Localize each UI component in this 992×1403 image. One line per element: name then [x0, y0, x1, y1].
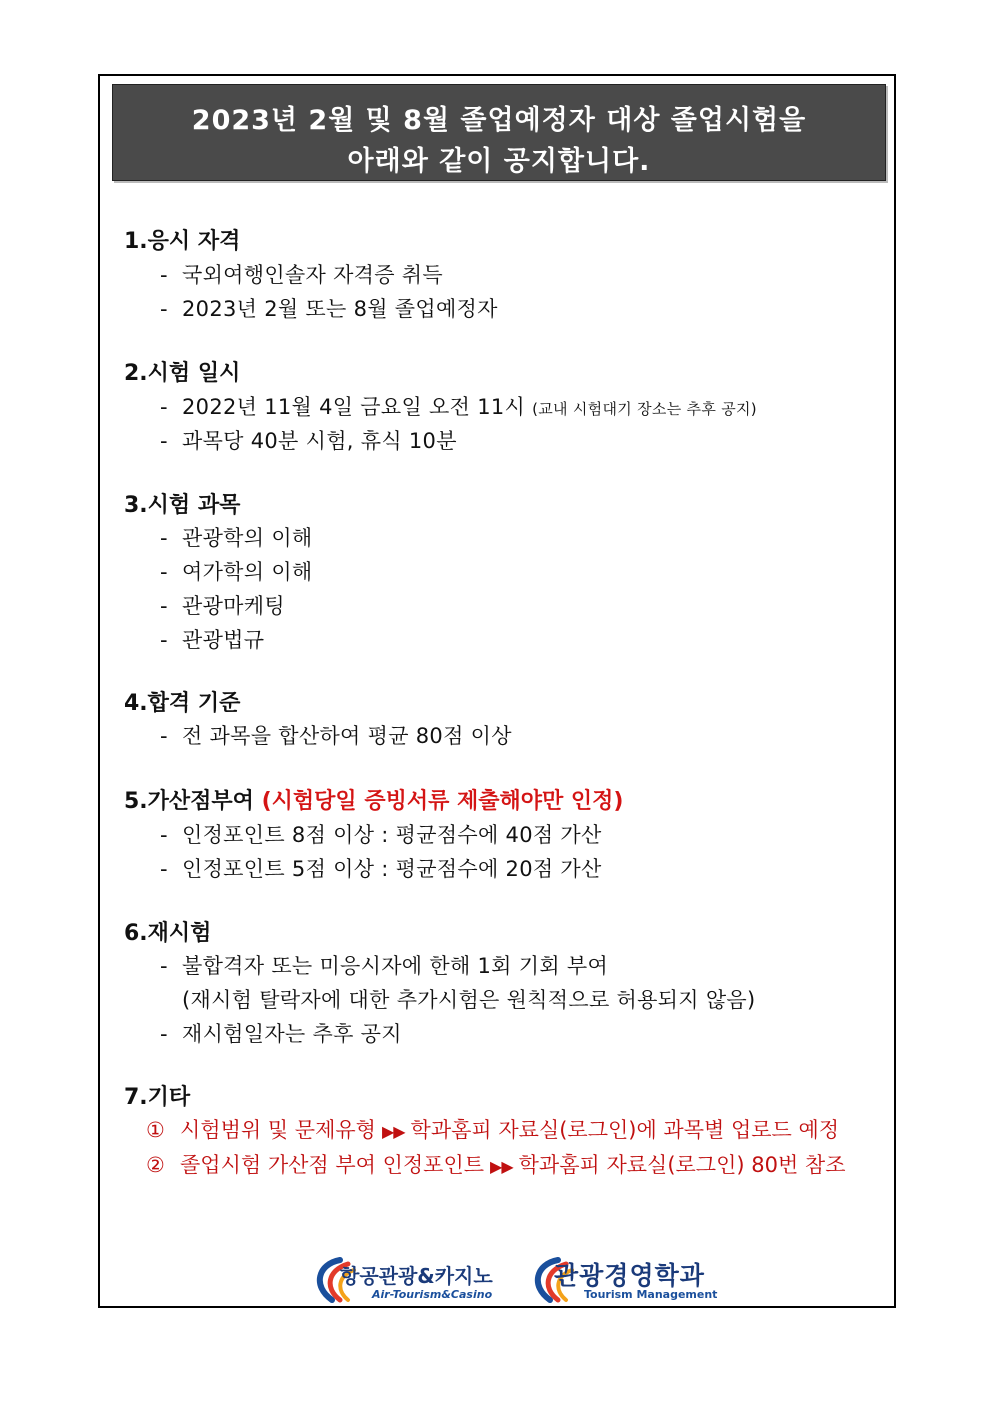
- list-item: - 국외여행인솔자 자격증 취득: [160, 263, 443, 287]
- notice-frame: 2023년 2월 및 8월 졸업예정자 대상 졸업시험을 아래와 같이 공지합니다. 1.응시 자격 - 국외여행인솔자 자격증 취득 - 2023년 2월 또는 8월 졸업예정자 2.시험 일시 - 2022년 11월 4일 금요일 오전 11시 (교내 시험대기 장소는 추후 공지) - 과목당 40분 시험, 휴식 10분 3.시험 과목 - 관광학의 이해 - 여가학의 이해 - 관광마케팅 - 관광법규 4.합격 기준 - 전 과목을 합산하여 평균 80점 이상 5.가산점부여 (시험당일 증빙서류 제출해야만 인정) - 인정포인트 8점 이상 : 평균점수에 40점 가산 - 인정포인트 5점 이상 : 평균점수에 20점 가산 6.재시험 - 불합격자 또는 미응시자에 한해 1회 기회 부여 (재시험 탈락자에 대한 추가시험은 원칙적으로 허용되지 않음) - 재시험일자는 추후 공지 7.기타 ① 시험범위 및 문제유형 ▶▶ 학과홈피 자료실(로그인)에 과목별 업로드 예정 ② 졸업시험 가산점 부여 인정포인트 ▶▶ 학과홈피 자료실(로그인) 80번 참조 항공관광&카지노 Air-Tourism&Casino 관광경영학과 Tourism Management: [98, 74, 896, 1308]
- title-line-2: 아래와 같이 공지합니다.: [347, 146, 651, 177]
- arrow-icon: ▶▶: [381, 1122, 405, 1141]
- list-item: - 2023년 2월 또는 8월 졸업예정자: [160, 297, 498, 321]
- title-line-1: 2023년 2월 및 8월 졸업예정자 대상 졸업시험을: [191, 105, 807, 136]
- list-item: - 전 과목을 합산하여 평균 80점 이상: [160, 724, 512, 748]
- list-item: - 관광마케팅: [160, 594, 285, 618]
- list-item: - 인정포인트 8점 이상 : 평균점수에 40점 가산: [160, 823, 602, 847]
- list-item: - 관광법규: [160, 628, 265, 652]
- list-item: - 불합격자 또는 미응시자에 한해 1회 기회 부여: [160, 954, 609, 978]
- arrow-icon: ▶▶: [490, 1157, 513, 1176]
- section-heading-7: 7.기타: [124, 1085, 191, 1110]
- list-item: ① 시험범위 및 문제유형 ▶▶ 학과홈피 자료실(로그인)에 과목별 업로드 예정: [146, 1118, 840, 1142]
- list-item: - 2022년 11월 4일 금요일 오전 11시 (교내 시험대기 장소는 추후 공지): [160, 395, 757, 419]
- section-heading-1: 1.응시 자격: [124, 229, 241, 254]
- list-item: - 재시험일자는 추후 공지: [160, 1022, 402, 1046]
- section-heading-5: 5.가산점부여 (시험당일 증빙서류 제출해야만 인정): [124, 789, 624, 814]
- list-item: ② 졸업시험 가산점 부여 인정포인트 ▶▶ 학과홈피 자료실(로그인) 80번 참조: [146, 1153, 846, 1177]
- note-text: (교내 시험대기 장소는 추후 공지): [532, 400, 757, 418]
- section-heading-4: 4.합격 기준: [124, 691, 241, 716]
- section-heading-3: 3.시험 과목: [124, 493, 241, 518]
- list-item-continuation: (재시험 탈락자에 대한 추가시험은 원칙적으로 허용되지 않음): [182, 988, 756, 1012]
- title-banner: [112, 84, 886, 181]
- section-heading-2: 2.시험 일시: [124, 361, 241, 386]
- section-heading-6: 6.재시험: [124, 921, 212, 946]
- list-item: - 관광학의 이해: [160, 526, 313, 550]
- list-item: - 인정포인트 5점 이상 : 평균점수에 20점 가산: [160, 857, 602, 881]
- list-item: - 과목당 40분 시험, 휴식 10분: [160, 429, 457, 453]
- bonus-condition-note: (시험당일 증빙서류 제출해야만 인정): [261, 789, 624, 814]
- list-item: - 여가학의 이해: [160, 560, 313, 584]
